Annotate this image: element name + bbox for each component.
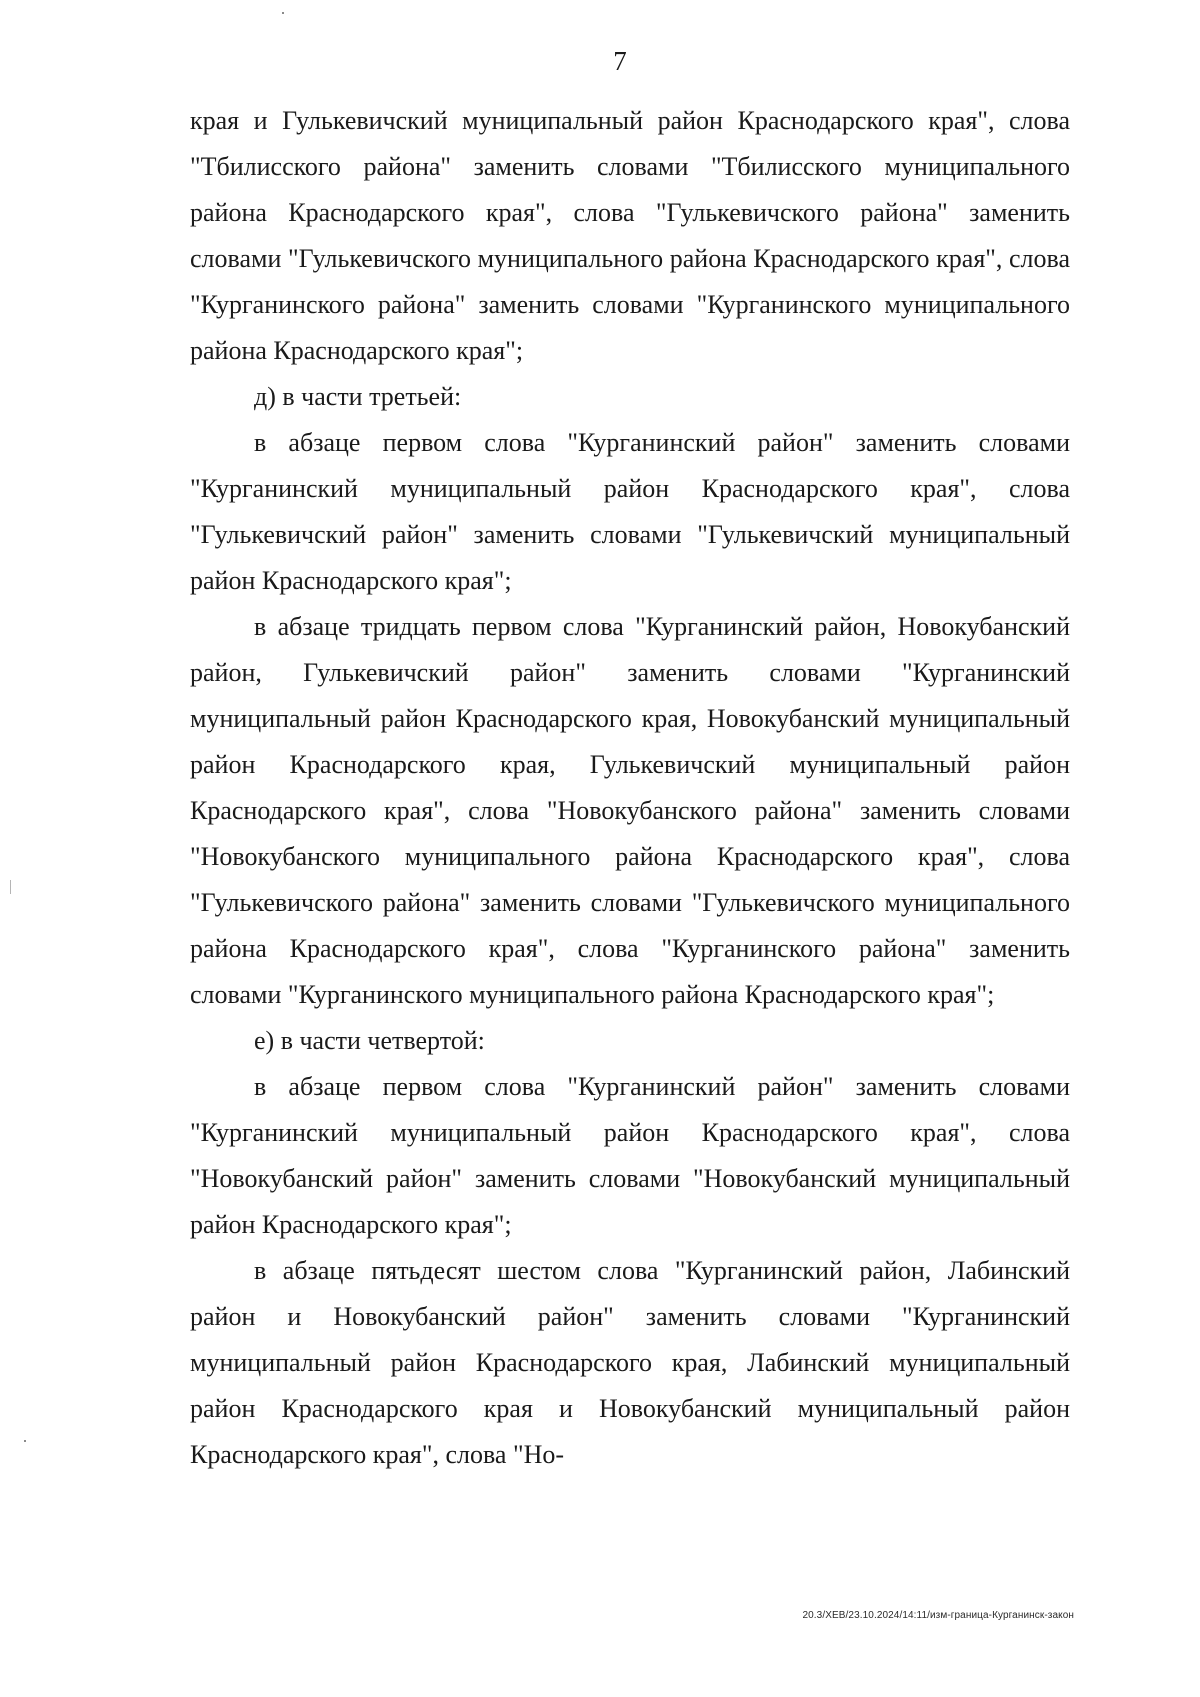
document-body bbox=[190, 98, 1070, 1478]
paragraph-thirty-first-abzac: в абзаце тридцать первом слова "Курганинский район, Новокубанский район, Гулькевичский район" заменить словами "Курганинский муниципальный район Краснодарского края, Новокубанский муниципальный район Краснодарского края, Гулькевичский муниципальный район Краснодарского края", слова "Новокубанского района" заменить словами "Новокубанского муниципального района Краснодарского края", слова "Гулькевичского района" заменить словами "Гулькевичского муниципального района Краснодарского края", слова "Курганинского района" заменить словами "Курганинского муниципального района Краснодарского края"; bbox=[190, 612, 1070, 1009]
scan-speck bbox=[282, 12, 284, 14]
scan-speck bbox=[24, 1440, 26, 1442]
paragraph-fifty-sixth-abzac: в абзаце пятьдесят шестом слова "Курганинский район, Лабинский район и Новокубанский район" заменить словами "Курганинский муниципальный район Краснодарского края, Лабинский муниципальный район Краснодарского края и Новокубанский муниципальный район Краснодарского края", слова "Но- bbox=[190, 1256, 1070, 1469]
paragraph-continuation: края и Гулькевичский муниципальный район Краснодарского края", слова "Тбилисского района" заменить словами "Тбилисского муниципального района Краснодарского края", слова "Гулькевичского района" заменить словами "Гулькевичского муниципального района Краснодарского края", слова "Курганинского района" заменить словами "Курганинского муниципального района Краснодарского края"; bbox=[190, 106, 1070, 365]
page-number: 7 bbox=[613, 46, 627, 76]
paragraph-first-abzac-part4: в абзаце первом слова "Курганинский район" заменить словами "Курганинский муниципальный район Краснодарского края", слова "Новокубанский район" заменить словами "Новокубанский муниципальный район Краснодарского края"; bbox=[190, 1072, 1070, 1239]
paragraph-subitem-d: д) в части третьей: bbox=[254, 382, 462, 411]
paragraph-first-abzac: в абзаце первом слова "Курганинский район" заменить словами "Курганинский муниципальный район Краснодарского края", слова "Гулькевичский район" заменить словами "Гулькевичский муниципальный район Краснодарского края"; bbox=[190, 428, 1070, 595]
document-footer-code: 20.3/ХЕВ/23.10.2024/14:11/изм-граница-Курганинск-закон bbox=[802, 1610, 1074, 1621]
scan-speck bbox=[10, 880, 11, 894]
paragraph-subitem-e: е) в части четвертой: bbox=[254, 1026, 485, 1055]
